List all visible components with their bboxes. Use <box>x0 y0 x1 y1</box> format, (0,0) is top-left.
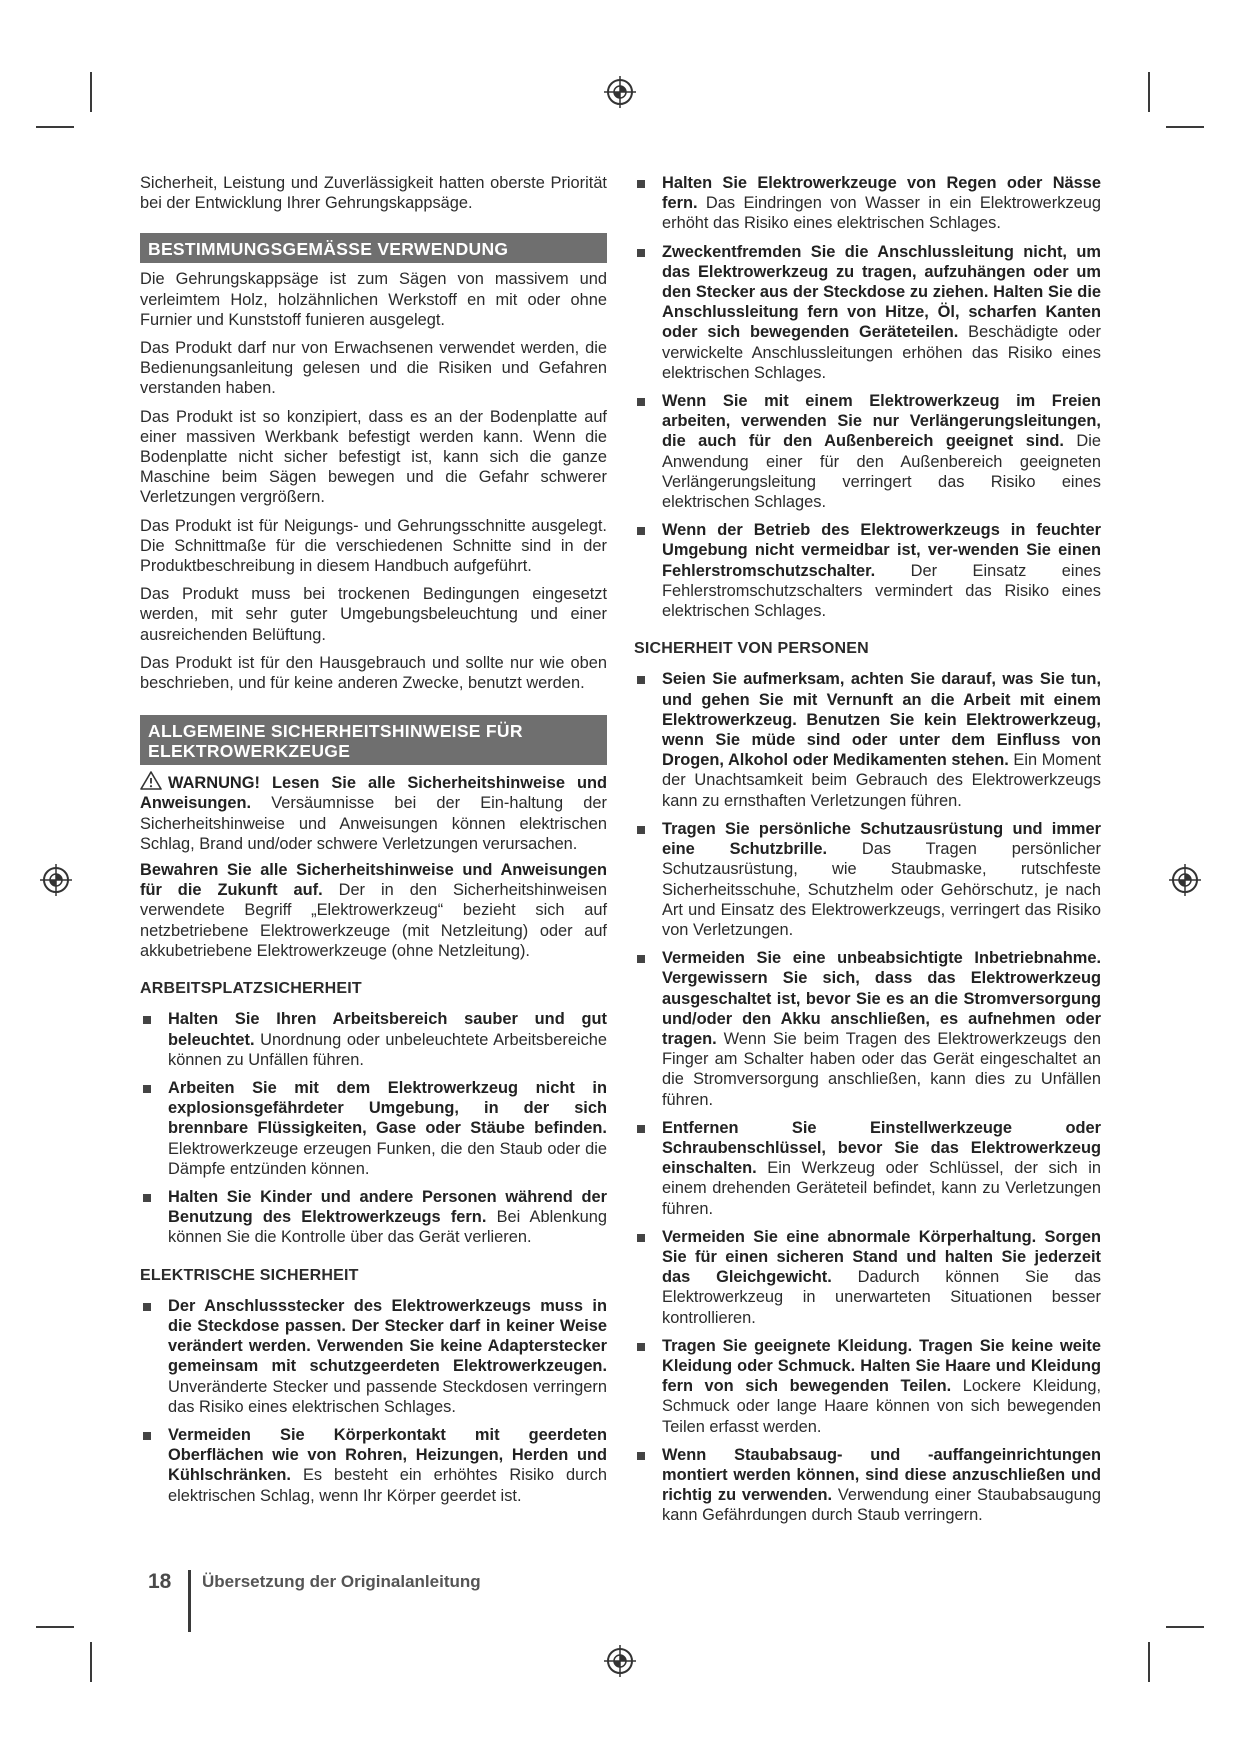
list-item <box>634 1227 1101 1328</box>
list-item <box>634 669 1101 810</box>
registration-mark-icon <box>1168 863 1202 897</box>
bullet-icon <box>637 955 645 963</box>
crop-mark-top-right-v <box>1148 72 1150 112</box>
bullet-icon <box>143 1303 151 1311</box>
item-text: Elektrowerkzeuge erzeugen Funken, die den Staub oder die Dämpfe entzünden können. <box>168 1139 607 1178</box>
left-column <box>140 173 607 1514</box>
item-text: Lockere Kleidung, Schmuck oder lange Haare können von sich bewegenden Teilen erfasst werden. <box>662 1377 1101 1436</box>
item-bold: Wenn Staubabsaug- und -auffangeinrichtungen montiert werden können, sind diese anzuschließen und richtig zu verwenden. <box>662 1445 1101 1505</box>
bullet-icon <box>637 1234 645 1242</box>
workplace-safety-list <box>140 1009 607 1247</box>
item-bold: Halten Sie Kinder und andere Personen während der Benutzung des Elektrowerkzeugs fern. <box>168 1187 607 1227</box>
list-item <box>634 819 1101 940</box>
item-bold: Vermeiden Sie Körperkontakt mit geerdeten Oberflächen wie von Rohren, Heizungen, Herden und Kühlschränken. <box>168 1425 607 1485</box>
crop-mark-top-right-h <box>1166 126 1204 128</box>
keep-instructions-paragraph <box>140 860 607 961</box>
item-bold: Wenn der Betrieb des Elektrowerkzeugs in feuchter Umgebung nicht vermeidbar ist, ver-wenden Sie einen Fehlerstromschutzschalter. <box>662 521 1101 580</box>
bullet-icon <box>637 527 645 535</box>
warning-triangle-icon <box>140 771 162 790</box>
bullet-icon <box>143 1432 151 1440</box>
list-item <box>140 1187 607 1248</box>
item-text: Ein Moment der Unachtsamkeit beim Gebrauch des Elektrowerkzeugs kann zu ernsthaften Verletzungen führen. <box>662 751 1101 810</box>
list-item <box>634 1336 1101 1437</box>
section-banner-general-safety: ALLGEMEINE SICHERHEITSHINWEISE FÜR ELEKTROWERKZEUGE <box>140 715 607 765</box>
item-bold: Entfernen Sie Einstellwerkzeuge oder Schraubenschlüssel, bevor Sie das Elektrowerkzeug einschalten. <box>662 1118 1101 1178</box>
footer-divider <box>188 1570 191 1632</box>
item-text: Verwendung einer Staubabsaugung kann Gefährdungen durch Staub verringern. <box>662 1486 1101 1525</box>
crop-mark-top-left-v <box>90 72 92 112</box>
item-text: Das Tragen persönlicher Schutzausrüstung, wie Staubmaske, rutschfeste Sicherheitsschuhe, Schutzhelm oder Gehörschutz, je nach Art und Einsatz des Elektrowerkzeugs, verringert das Risiko von Verletzungen. <box>662 840 1101 939</box>
item-text: Beschädigte oder verwickelte Anschlussleitungen erhöhen das Risiko eines elektrischen Schlages. <box>662 323 1101 382</box>
bullet-icon <box>637 1125 645 1133</box>
item-text: Ein Werkzeug oder Schlüssel, der sich in einem drehenden Geräteteil befindet, kann zu Verletzungen führen. <box>662 1159 1101 1218</box>
list-item <box>140 1009 607 1070</box>
item-text: Die Anwendung einer für den Außenbereich geeigneten Verlängerungsleitung verringert das Risiko eines elektrischen Schlages. <box>662 432 1101 512</box>
personal-safety-list <box>634 669 1101 1525</box>
body-paragraph: Das Produkt ist für den Hausgebrauch und sollte nur wie oben beschrieben, und für keine anderen Zwecke, benutzt werden. <box>140 653 607 693</box>
bullet-icon <box>637 180 645 188</box>
item-text: Unveränderte Stecker und passende Steckdosen verringern das Risiko eines elektrischen Schlages. <box>168 1377 607 1416</box>
subheading-electrical-safety: ELEKTRISCHE SICHERHEIT <box>140 1266 359 1284</box>
keep-text: Der in den Sicherheitshinweisen verwendete Begriff „Elektrowerkzeug“ bezieht sich auf netzbetriebene Elektrowerkzeuge (mit Netzleitung) oder auf akkubetriebene Elektrowerkzeuge (ohne Netzleitung). <box>140 881 607 960</box>
bullet-icon <box>637 676 645 684</box>
item-bold: Zweckentfremden Sie die Anschlussleitung nicht, um das Elektrowerkzeug zu tragen, aufzuhängen oder um den Stecker aus der Steckdose zu ziehen. Halten Sie die Anschlussleitung fern von Hitze, Öl, scharfen Kanten oder sich bewegenden Geräteteilen. <box>662 242 1101 342</box>
bullet-icon <box>637 249 645 257</box>
item-bold: Halten Sie Elektrowerkzeuge von Regen oder Nässe fern. <box>662 174 1101 213</box>
subheading-workplace-safety: ARBEITSPLATZSICHERHEIT <box>140 980 362 998</box>
crop-mark-bottom-right-h <box>1166 1626 1204 1628</box>
list-item <box>140 1425 607 1506</box>
item-text: Wenn Sie beim Tragen des Elektrowerkzeugs den Finger am Schalter haben oder das Gerät eingeschaltet an die Stromversorgung anschließen, kann dies zu Unfällen führen. <box>662 1029 1101 1109</box>
item-text: Unordnung oder unbeleuchtete Arbeitsbereiche können zu Unfällen führen. <box>168 1030 607 1069</box>
item-text: Dadurch können Sie das Elektrowerkzeug in unerwarteten Situationen besser kontrollieren. <box>662 1268 1101 1327</box>
item-bold: Seien Sie aufmerksam, achten Sie darauf, was Sie tun, und gehen Sie mit Vernunft an die Arbeit mit einem Elektrowerkzeug. Benutzen Sie kein Elektrowerkzeug, wenn Sie müde sind oder unter dem Einfluss von Drogen, Alkohol oder Medikamenten stehen. <box>662 670 1101 770</box>
crop-mark-bottom-left-h <box>36 1626 74 1628</box>
electrical-safety-list-continued <box>634 173 1101 621</box>
item-bold: Halten Sie Ihren Arbeitsbereich sauber und gut beleuchtet. <box>168 1010 607 1049</box>
warning-bold: WARNUNG! Lesen Sie alle Sicherheitshinweise und Anweisungen. <box>140 774 607 813</box>
item-bold: Tragen Sie geeignete Kleidung. Tragen Sie keine weite Kleidung oder Schmuck. Halten Sie Haare und Kleidung fern von sich bewegenden Teilen. <box>662 1336 1101 1396</box>
list-item <box>634 1445 1101 1526</box>
bullet-icon <box>637 398 645 406</box>
page-number: 18 <box>148 1570 172 1593</box>
intro-paragraph: Sicherheit, Leistung und Zuverlässigkeit hatten oberste Priorität bei der Entwicklung Ihrer Gehrungskappsäge. <box>140 174 607 213</box>
bullet-icon <box>143 1016 151 1024</box>
bullet-icon <box>637 1452 645 1460</box>
body-paragraph: Das Produkt muss bei trockenen Bedingungen eingesetzt werden, mit sehr guter Umgebungsbeleuchtung und einer ausreichenden Belüftung. <box>140 585 607 644</box>
bullet-icon <box>143 1194 151 1202</box>
list-item <box>634 1118 1101 1219</box>
bullet-icon <box>637 826 645 834</box>
item-bold: Arbeiten Sie mit dem Elektrowerkzeug nicht in explosionsgefährdeter Umgebung, in der sich brennbare Flüssigkeiten, Gase oder Stäube befinden. <box>168 1078 607 1138</box>
list-item <box>634 948 1101 1110</box>
item-text: Es besteht ein erhöhtes Risiko durch elektrischen Schlag, wenn Ihr Körper geerdet ist. <box>168 1466 607 1505</box>
crop-mark-bottom-right-v <box>1148 1642 1150 1682</box>
registration-mark-icon <box>603 75 637 109</box>
list-item <box>634 391 1101 512</box>
electrical-safety-list <box>140 1296 607 1506</box>
body-paragraph: Das Produkt ist so konzipiert, dass es an der Bodenplatte auf einer massiven Werkbank befestigt werden kann. Wenn die Bodenplatte nicht sicher befestigt ist, kann sich die ganze Maschine beim Sägen bewegen und die Gefahr schwerer Verletzungen vergrößern. <box>140 407 607 507</box>
subheading-personal-safety: SICHERHEIT VON PERSONEN <box>634 640 869 658</box>
body-paragraph: Das Produkt ist für Neigungs- und Gehrungsschnitte ausgelegt. Die Schnittmaße für die verschiedenen Schnitte sind in der Produktbeschreibung in diesem Handbuch aufgeführt. <box>140 516 607 576</box>
right-column <box>634 173 1101 1534</box>
crop-mark-top-left-h <box>36 126 74 128</box>
item-bold: Der Anschlussstecker des Elektrowerkzeugs muss in die Steckdose passen. Der Stecker darf in keiner Weise verändert werden. Verwenden Sie keine Adapterstecker gemeinsam mit schutzgeerdeten Elektrowerkzeugen. <box>168 1296 607 1376</box>
warning-paragraph <box>140 771 607 854</box>
list-item <box>140 1296 607 1417</box>
list-item <box>634 242 1101 383</box>
item-text: Das Eindringen von Wasser in ein Elektrowerkzeug erhöht das Risiko eines elektrischen Schlages. <box>662 194 1101 233</box>
section-banner-intended-use: BESTIMMUNGSGEMÄSSE VERWENDUNG <box>140 233 607 263</box>
list-item <box>140 1078 607 1179</box>
crop-mark-bottom-left-v <box>90 1642 92 1682</box>
list-item <box>634 173 1101 234</box>
item-text: Der Einsatz eines Fehlerstromschutzschalters vermindert das Risiko eines elektrischen Schlages. <box>662 561 1101 621</box>
registration-mark-icon <box>603 1644 637 1678</box>
footer-title: Übersetzung der Originalanleitung <box>202 1572 481 1591</box>
item-bold: Vermeiden Sie eine abnormale Körperhaltung. Sorgen Sie für einen sicheren Stand und halten Sie jederzeit das Gleichgewicht. <box>662 1227 1101 1287</box>
body-paragraph: Die Gehrungskappsäge ist zum Sägen von massivem und verleimtem Holz, holzähnlichen Werkstoff en mit oder ohne Furnier und Kunststoff funieren ausgelegt. <box>140 270 607 329</box>
item-bold: Vermeiden Sie eine unbeabsichtigte Inbetriebnahme. Vergewissern Sie sich, dass das Elektrowerkzeug ausgeschaltet ist, bevor Sie es an die Stromversorgung und/oder den Akku anschließen, es aufnehmen oder tragen. <box>662 949 1101 1048</box>
warning-text: Versäumnisse bei der Ein-haltung der Sicherheitshinweise und Anweisungen können elektrischen Schlag, Brand und/oder schwere Verletzungen verursachen. <box>140 794 607 853</box>
item-bold: Tragen Sie persönliche Schutzausrüstung und immer eine Schutzbrille. <box>662 819 1101 859</box>
list-item <box>634 520 1101 621</box>
registration-mark-icon <box>39 863 73 897</box>
item-text: Bei Ablenkung können Sie die Kontrolle über das Gerät verlieren. <box>168 1208 607 1247</box>
bullet-icon <box>637 1343 645 1351</box>
bullet-icon <box>143 1085 151 1093</box>
item-bold: Wenn Sie mit einem Elektrowerkzeug im Freien arbeiten, verwenden Sie nur Verlängerungsleitungen, die auch für den Außenbereich geeignet sind. <box>662 392 1101 451</box>
body-paragraph: Das Produkt darf nur von Erwachsenen verwendet werden, die Bedienungsanleitung gelesen und die Risiken und Gefahren verstanden haben. <box>140 339 607 398</box>
keep-bold: Bewahren Sie alle Sicherheitshinweise und Anweisungen für die Zukunft auf. <box>140 861 607 900</box>
